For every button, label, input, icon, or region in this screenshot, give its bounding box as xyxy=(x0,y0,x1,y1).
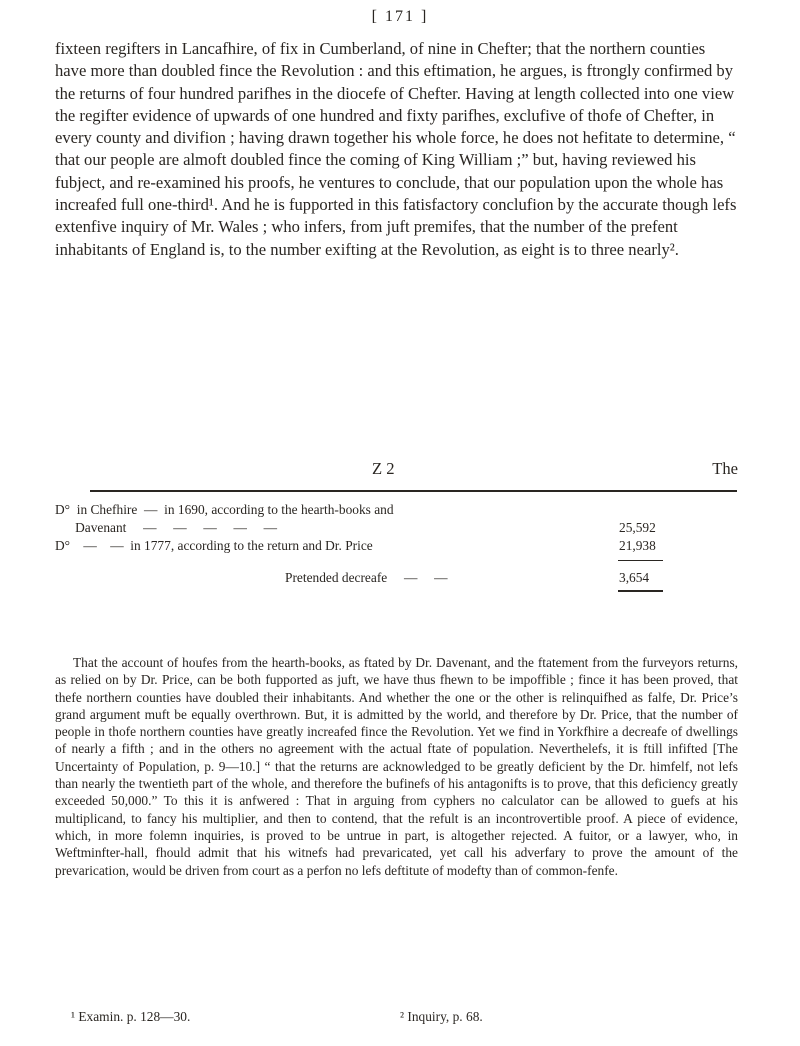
footnote-block xyxy=(55,654,738,879)
footnote-separator xyxy=(90,490,737,492)
reference-note: ¹ Examin. p. 128—30. xyxy=(71,1009,191,1024)
table-row-value: 21,938 xyxy=(619,538,656,553)
table-row-label: D° — — in 1777, according to the return and Dr. Price xyxy=(55,538,373,553)
main-text xyxy=(55,38,738,261)
catchword: The xyxy=(712,459,738,478)
body-paragraph: fixteen regifters in Lancafhire, of fix in Cumberland, of nine in Chefter; that the northern counties have more than doubled fince the Revolution : and this eftimation, he argues, is ftrongly confirmed by the returns of four hundred parifhes in the diocefe of Chefter. Having at length collected into one view the regifter evidence of upwards of one hundred and fixty parifhes, exclufive of thofe of Chefter, in every county and divifion ; having drawn together his whole force, he does not hefitate to determine, “ that our people are almoft doubled fince the coming of King William ;” but, having reviewed his fubject, and re-examined his proofs, he ventures to conclude, that our population upon the whole has increafed full one-third¹. And he is fupported in this fatisfactory conclufion by the accurate though lefs extenfive inquiry of Mr. Wales ; who infers, from juft premifes, that the number of the prefent inhabitants of England is, to the number exifting at the Revolution, as eight is to three nearly². xyxy=(55,39,737,259)
page-number: [ 171 ] xyxy=(371,8,429,25)
total-rule xyxy=(618,590,663,592)
table-row-value: 25,592 xyxy=(619,520,656,535)
table-total-value: 3,654 xyxy=(619,570,650,585)
footnote-paragraph: That the account of houfes from the hearth-books, as ftated by Dr. Davenant, and the ftatement from the furveyors returns, as relied on by Dr. Price, can be both fupported as juft, we have thus fhewn to be impoffible ; fince it has been proved, that thefe northern counties have doubled their inhabitants. And whether the one or the other is relinquifhed as falfe, Dr. Price’s grand argument muft be equally overthrown. But, it is admitted by the world, and therefore by Dr. Price, that the number of people in thofe northern counties have greatly increafed fince the Revolution. Yet we find in Yorkfhire a decreafe of dwellings of nearly a fifth ; and in the others no agreement with the actual ftate of population. Neverthelefs, it is ftill infifted [The Uncertainty of Population, p. 9—10.] “ that the returns are acknowledged to be greatly deficient by the Dr. himfelf, not lefs than nearly the twentieth part of the whole, and therefore the bufinefs of his antagonifts is to prove, that this deficiency greatly exceeded 50,000.” To this it is anfwered : That in arguing from cyphers no calculator can be allowed to guefs at his multiplicand, to fancy his multiplier, and then to contend, that the refult is an incontrovertible proof. A piece of evidence, which, in more folemn inquiries, is proved to be untrue in part, is altogether rejected. A fuitor, or a lawyer, who, in Weftminfter-hall, fhould admit that his witnefs had prevaricated, yet call his adverfary to prove the amount of the prevarication, would be driven from court as a perfon no lefs deftitute of modefty than of common-fenfe. xyxy=(55,655,738,878)
table-total-label: Pretended decreafe — — xyxy=(285,570,448,585)
signature-line xyxy=(55,459,738,481)
table-row-label: Davenant — — — — — xyxy=(55,520,278,535)
reference-note: ² Inquiry, p. 68. xyxy=(400,1009,483,1024)
table-row-label: D° in Chefhire — in 1690, according to the hearth-books and xyxy=(55,502,394,517)
sum-rule xyxy=(618,560,663,561)
signature-mark: Z 2 xyxy=(372,459,395,478)
